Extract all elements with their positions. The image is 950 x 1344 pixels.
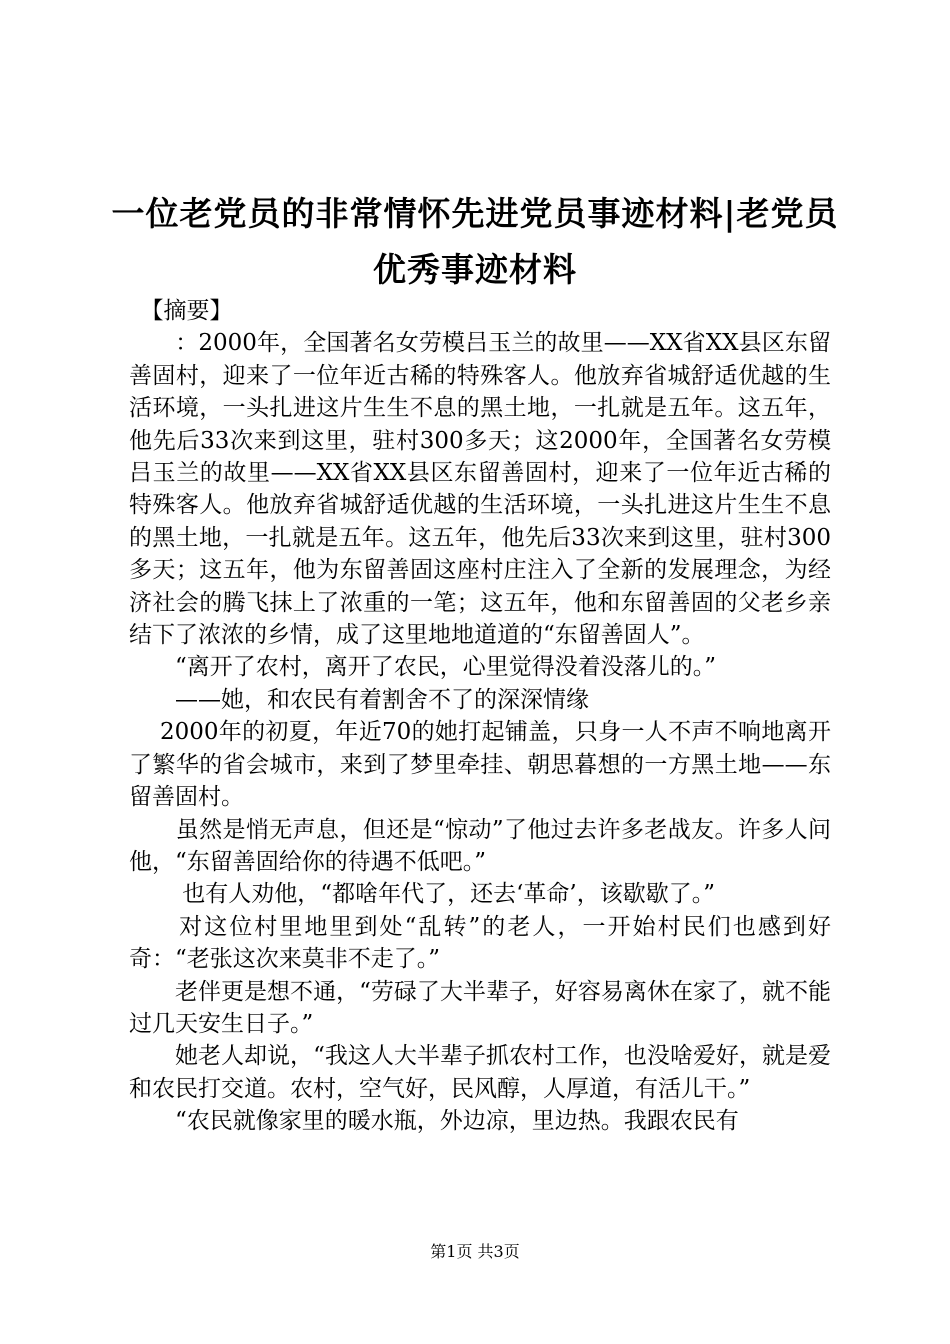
paragraph: 也有人劝他，“都啥年代了，还去‘革命’，该歇歇了。” bbox=[129, 881, 715, 908]
document-title: 一位老党员的非常情怀先进党员事迹材料|老党员优秀事迹材料 bbox=[111, 194, 839, 289]
paragraph: 老伴更是想不通，“劳碌了大半辈子，好容易离休在家了，就不能过几天安生日子。” bbox=[129, 978, 831, 1037]
paragraph: 对这位村里地里到处“乱转”的老人，一开始村民们也感到好奇：“老张这次来莫非不走了。” bbox=[129, 913, 831, 973]
paragraph: ——她，和农民有着割舍不了的深深情缘 bbox=[129, 686, 589, 713]
page-number-footer: 第1页 共3页 bbox=[430, 1242, 520, 1261]
paragraph: 【摘要】 bbox=[129, 298, 233, 324]
document-body bbox=[129, 295, 831, 1138]
paragraph: 她老人却说，“我这人大半辈子抓农村工作，也没啥爱好，就是爱和农民打交道。农村，空气好，民风醇，人厚道，有活儿干。” bbox=[129, 1043, 831, 1102]
paragraph: “离开了农村，离开了农民，心里觉得没着没落儿的。” bbox=[129, 654, 717, 681]
paragraph: ：2000年，全国著名女劳模吕玉兰的故里——XX省XX县区东留善固村，迎来了一位年近古稀的特殊客人。他放弃省城舒适优越的生活环境，一头扎进这片生生不息的黑土地，一扎就是五年。这五年，他先后33次来到这里，驻村300多天；这2000年，全国著名女劳模吕玉兰的故里——XX省XX县区东留善固村，迎来了一位年近古稀的特殊客人。他放弃省城舒适优越的生活环境，一头扎进这片生生不息的黑土地，一扎就是五年。这五年，他先后33次来到这里，驻村300多天；这五年，他为东留善固这座村庄注入了全新的发展理念，为经济社会的腾飞抹上了浓重的一笔；这五年，他和东留善固的父老乡亲结下了浓浓的乡情，成了这里地地道道的“东留善固人”。 bbox=[129, 330, 831, 649]
paragraph: 虽然是悄无声息，但还是“惊动”了他过去许多老战友。许多人问他，“东留善固给你的待遇不低吧。” bbox=[129, 816, 831, 875]
paragraph: 2000年的初夏，年近70的她打起铺盖，只身一人不声不响地离开了繁华的省会城市，来到了梦里牵挂、朝思暮想的一方黑土地——东留善固村。 bbox=[129, 719, 831, 811]
paragraph: “农民就像家里的暖水瓶，外边凉，里边热。我跟农民有 bbox=[129, 1108, 739, 1135]
